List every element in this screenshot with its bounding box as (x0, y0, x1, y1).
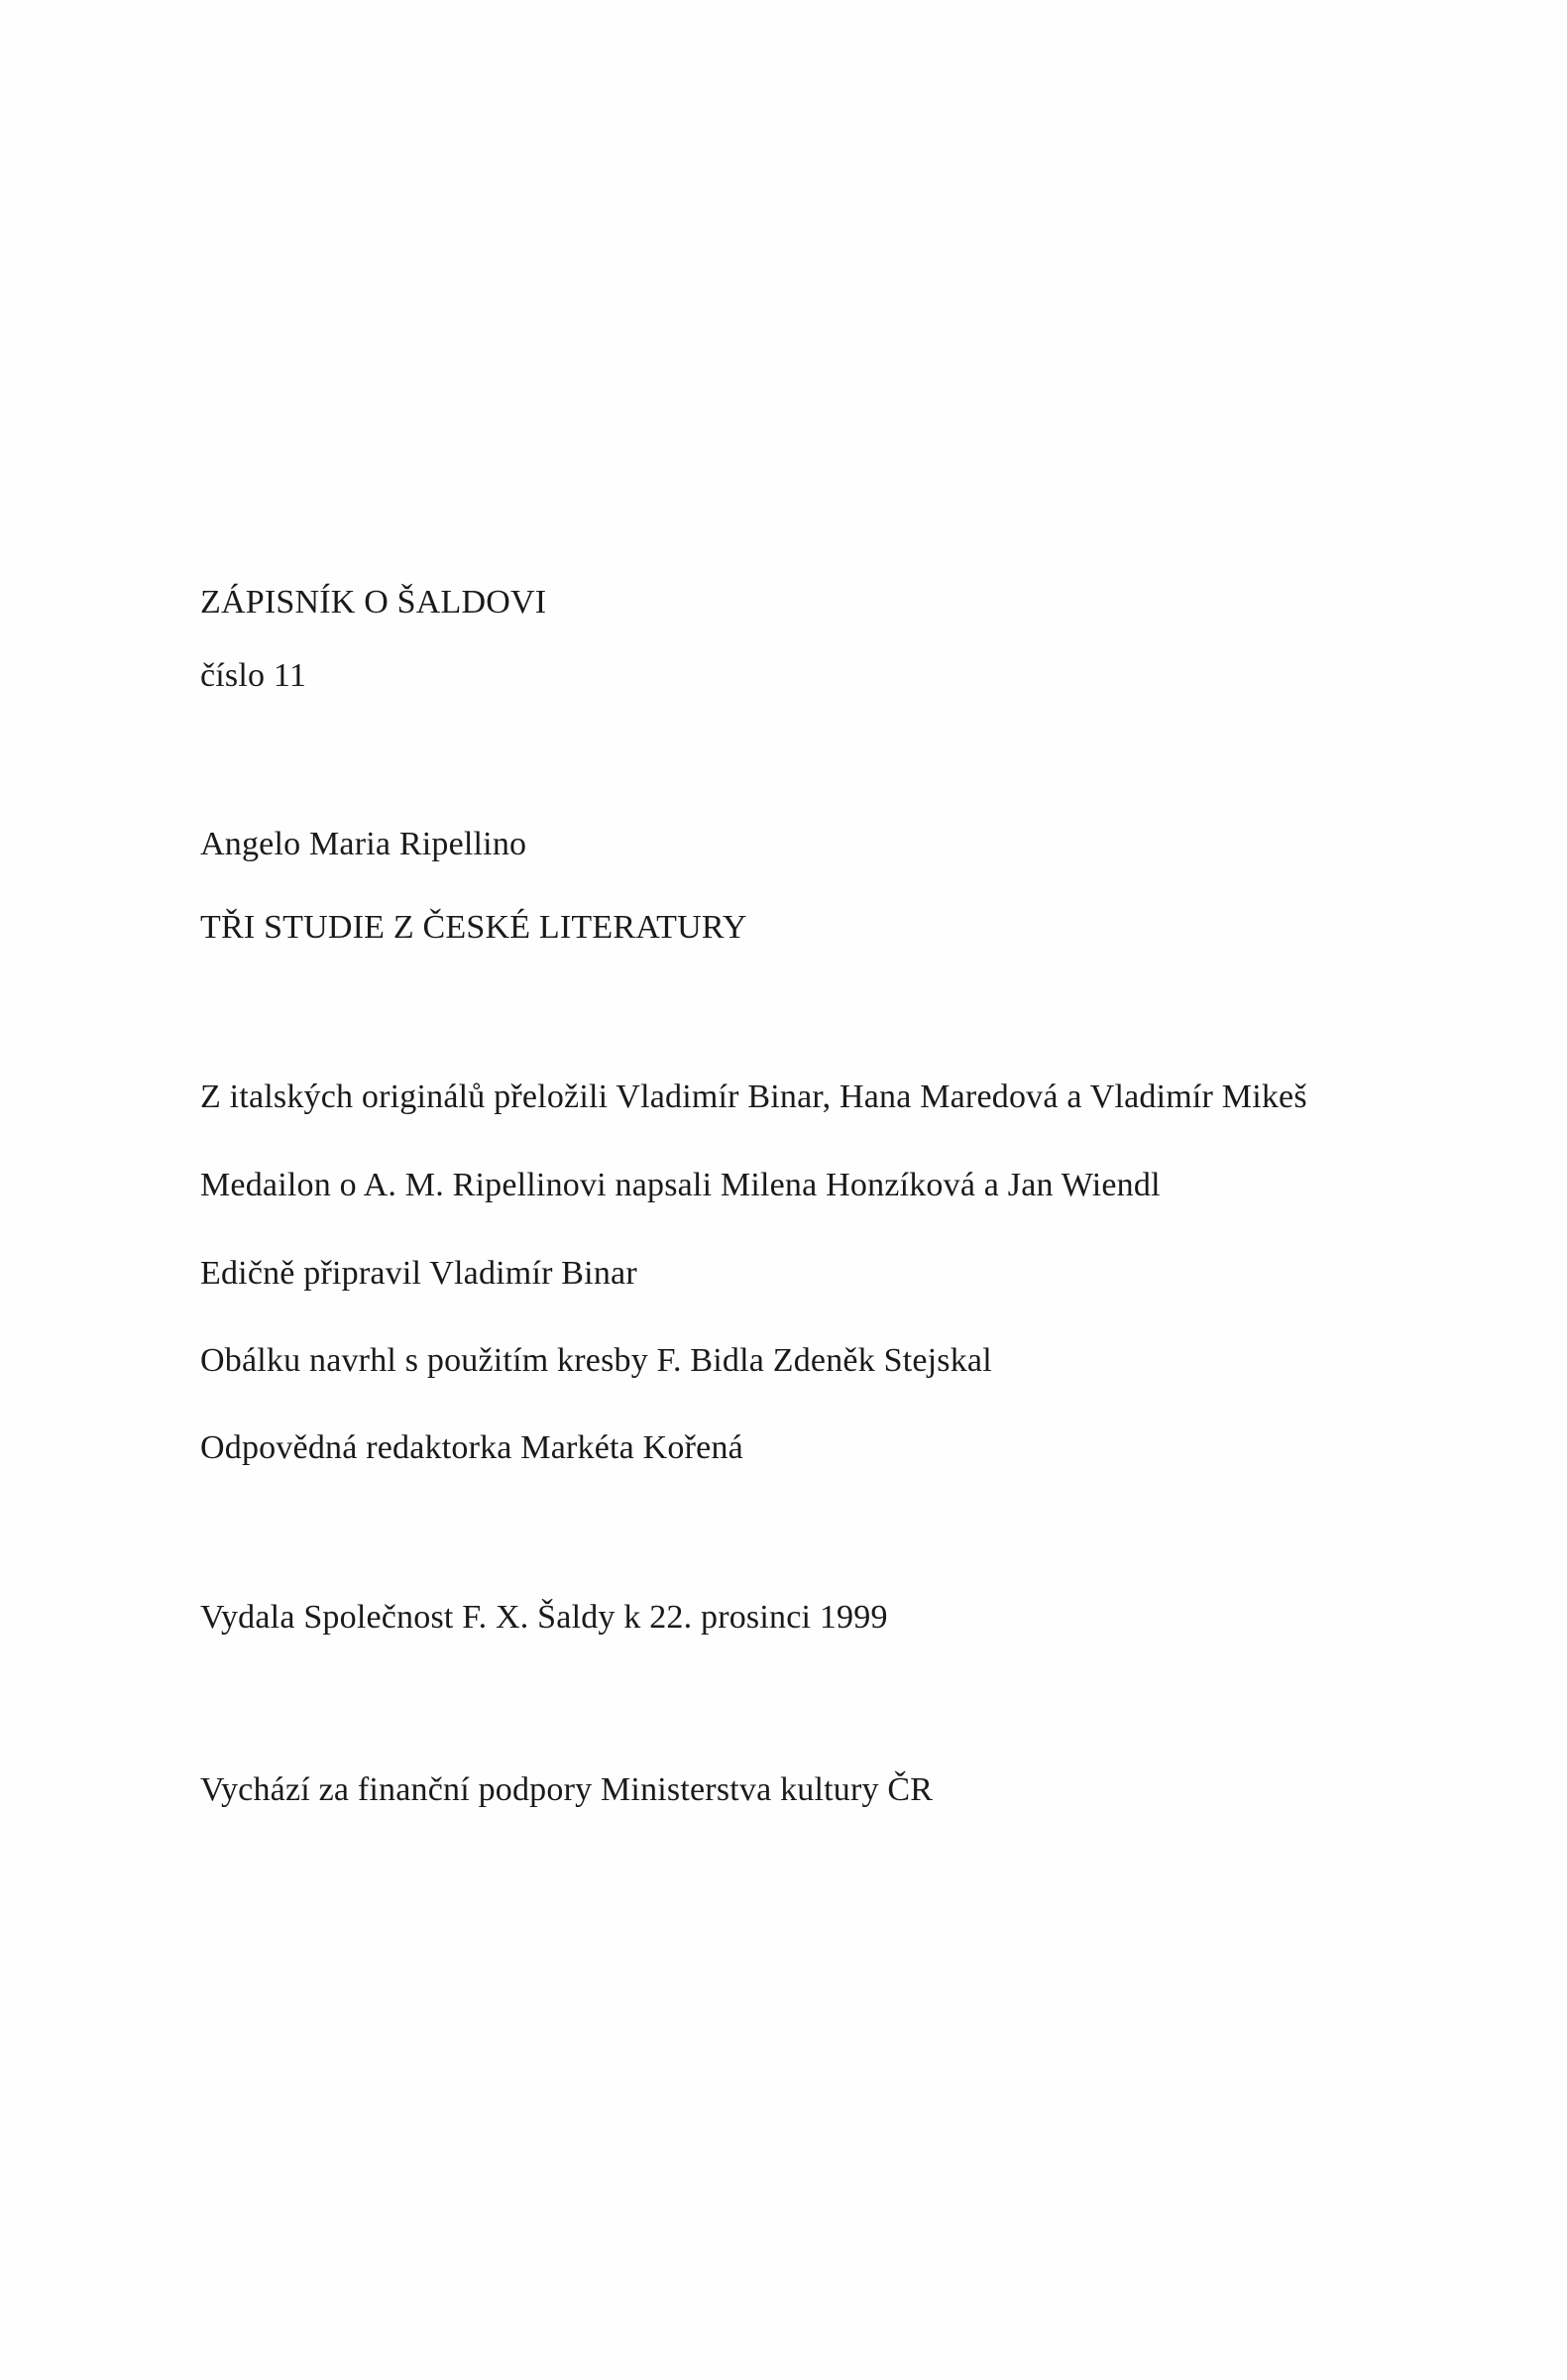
cover-credit: Obálku navrhl s použitím kresby F. Bidla Zdeněk Stejskal (200, 1342, 992, 1379)
support-line: Vychází za finanční podpory Ministerstva kultury ČR (200, 1771, 934, 1808)
translation-credit: Z italských originálů přeložili Vladimír Binar, Hana Maredová a Vladimír Mikeš (200, 1078, 1307, 1115)
book-title: TŘI STUDIE Z ČESKÉ LITERATURY (200, 909, 747, 946)
series-title: ZÁPISNÍK O ŠALDOVI (200, 584, 547, 621)
publisher-line: Vydala Společnost F. X. Šaldy k 22. prosinci 1999 (200, 1599, 888, 1636)
editor-credit: Edičně připravil Vladimír Binar (200, 1255, 637, 1292)
medallion-credit: Medailon o A. M. Ripellinovi napsali Milena Honzíková a Jan Wiendl (200, 1167, 1161, 1203)
responsible-editor-credit: Odpovědná redaktorka Markéta Kořená (200, 1429, 743, 1466)
series-number: číslo 11 (200, 657, 307, 694)
book-author: Angelo Maria Ripellino (200, 826, 527, 862)
